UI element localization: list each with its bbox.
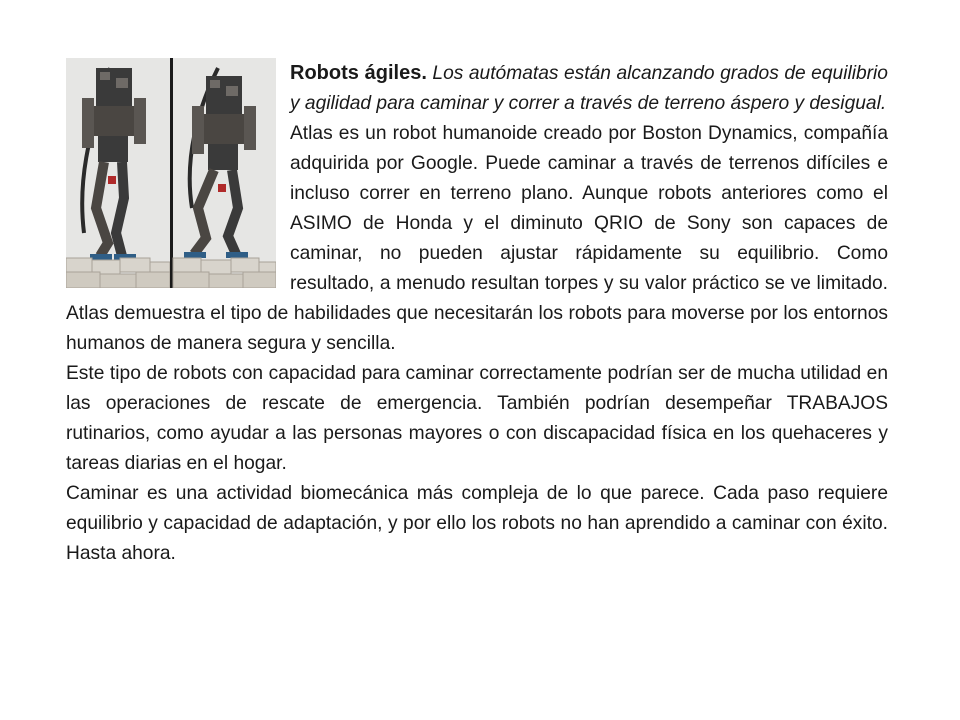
article-subtitle: Los autómatas están alcanzando grados de equilibrio y agilidad para caminar y correr a través de terreno áspero y desigual. — [290, 63, 888, 114]
paragraph-3: Caminar es una actividad biomecánica más compleja de lo que parece. Cada paso requiere equilibrio y capacidad de adaptación, y por ello los robots no han aprendido a caminar con éxito. Hasta ahora. — [66, 483, 888, 564]
robot-photo-left — [66, 58, 170, 288]
article — [66, 58, 888, 569]
robot-photo-figure — [66, 58, 276, 288]
photo-divider — [170, 58, 173, 288]
paragraph-1: Atlas es un robot humanoide creado por Boston Dynamics, compañía adquirida por Google. Puede caminar a través de terrenos difíciles e incluso correr en terreno plano. Aunque robots anteriores como el ASIMO de Honda y el diminuto QRIO de Sony son capaces de caminar, no pueden ajustar rápidamente su equilibrio. Como resultado, a menudo resultan torpes y su valor práctico se ve limitado. Atlas demuestra el tipo de habilidades que necesitarán los robots para moverse por los entornos humanos de manera segura y sencilla. — [66, 123, 888, 354]
paragraph-2: Este tipo de robots con capacidad para caminar correctamente podrían ser de mucha utilidad en las operaciones de rescate de emergencia. También podrían desempeñar TRABAJOS rutinarios, como ayudar a las personas mayores o con discapacidad física en los quehaceres y tareas diarias en el hogar. — [66, 363, 888, 474]
robot-photo-right — [173, 58, 276, 288]
atlas-robot-image — [66, 58, 276, 288]
article-title: Robots ágiles. — [290, 62, 427, 84]
